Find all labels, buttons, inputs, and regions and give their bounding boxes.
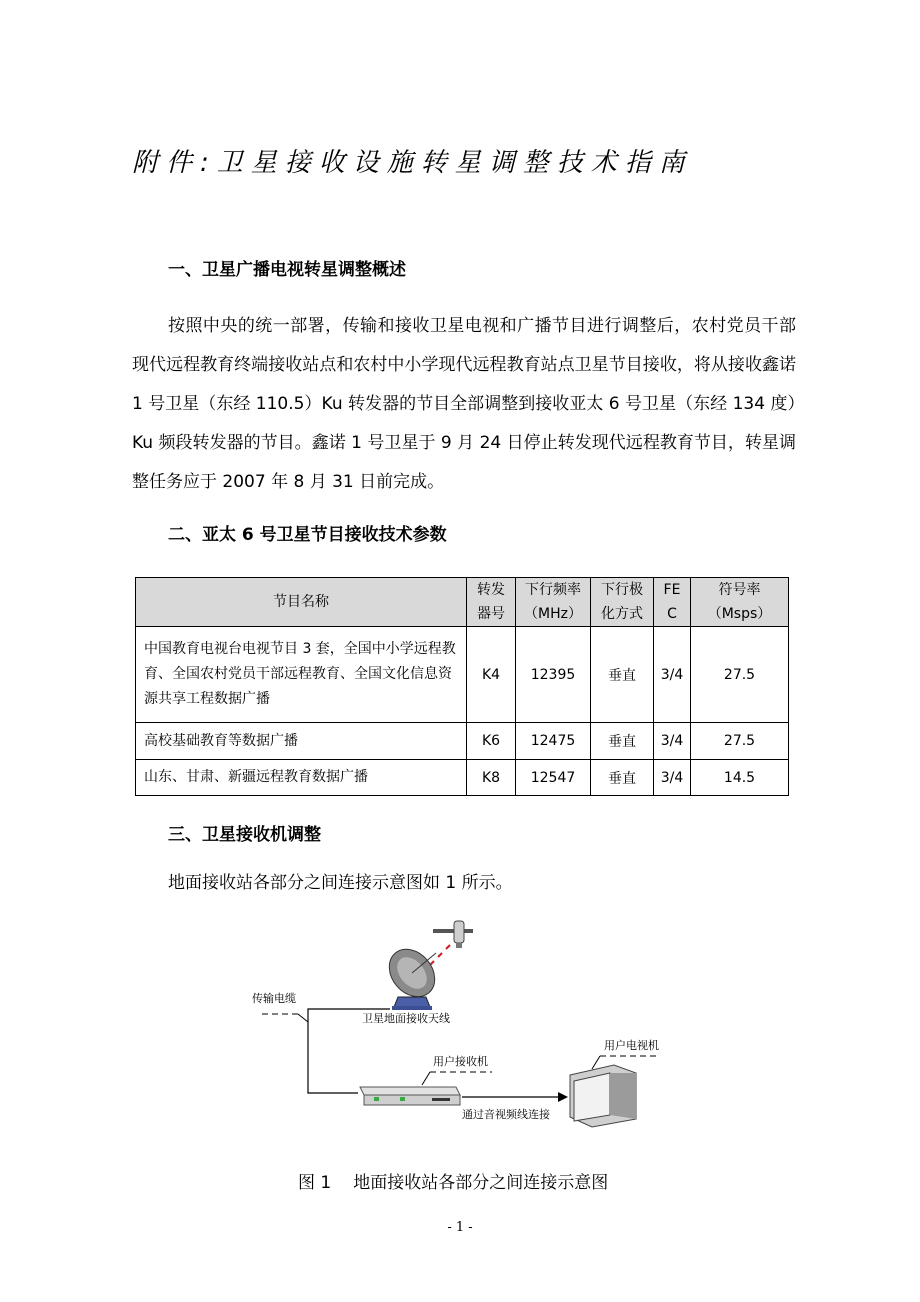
cell-symbol-rate: 27.5 <box>691 627 789 723</box>
table-header-row <box>136 578 789 627</box>
section-1-heading: 一、卫星广播电视转星调整概述 <box>168 260 406 280</box>
header-symbol-rate: 符号率 （Msps） <box>691 578 789 627</box>
tv-label: 用户电视机 <box>604 1039 659 1052</box>
receiver-icon <box>360 1087 460 1105</box>
cell-program-name: 高校基础教育等数据广播 <box>136 723 467 760</box>
satellite-icon <box>433 921 473 948</box>
figure-number: 图 1 <box>298 1173 332 1193</box>
table-row <box>136 760 789 796</box>
figure-caption-text: 地面接收站各部分之间连接示意图 <box>353 1173 609 1193</box>
cell-frequency: 12395 <box>516 627 591 723</box>
section-1-body <box>132 307 796 502</box>
cell-fec: 3/4 <box>654 723 691 760</box>
figure-caption <box>298 1168 608 1193</box>
cell-program-name: 山东、甘肃、新疆远程教育数据广播 <box>136 760 467 796</box>
section-3-body: 地面接收站各部分之间连接示意图如 1 所示。 <box>168 873 513 893</box>
tv-icon <box>570 1065 636 1127</box>
dish-antenna-icon <box>380 940 444 1010</box>
cell-transponder: K4 <box>467 627 516 723</box>
parameters-table <box>135 577 789 796</box>
av-connection-label: 通过音视频线连接 <box>462 1108 550 1121</box>
section-2-heading: 二、亚太 6 号卫星节目接收技术参数 <box>168 525 447 545</box>
header-program-name: 节目名称 <box>136 578 467 627</box>
cell-frequency: 12547 <box>516 760 591 796</box>
header-frequency: 下行频率 （MHz） <box>516 578 591 627</box>
table-row <box>136 723 789 760</box>
header-transponder: 转发 器号 <box>467 578 516 627</box>
cell-fec: 3/4 <box>654 760 691 796</box>
cell-transponder: K8 <box>467 760 516 796</box>
section-1-paragraph: 按照中央的统一部署，传输和接收卫星电视和广播节目进行调整后，农村党员干部现代远程教育终端接收站点和农村中小学现代远程教育站点卫星节目接收，将从接收鑫诺 1 号卫星（东经 110.5）Ku 转发器的节目全部调整到接收亚太 6 号卫星（东经 134 度）Ku 频段转发器的节目。鑫诺 1 号卫星于 9 月 24 日停止转发现代远程教育节目，转星调整任务应于 2007 年 8 月 31 日前完成。 <box>132 316 796 492</box>
cell-symbol-rate: 14.5 <box>691 760 789 796</box>
cell-transponder: K6 <box>467 723 516 760</box>
cable-label: 传输电缆 <box>252 992 296 1005</box>
cell-frequency: 12475 <box>516 723 591 760</box>
antenna-label: 卫星地面接收天线 <box>362 1012 450 1025</box>
cell-fec: 3/4 <box>654 627 691 723</box>
cell-polarization: 垂直 <box>591 627 654 723</box>
cell-symbol-rate: 27.5 <box>691 723 789 760</box>
cell-polarization: 垂直 <box>591 723 654 760</box>
cell-polarization: 垂直 <box>591 760 654 796</box>
connection-diagram <box>240 915 680 1130</box>
document-title: 附件:卫星接收设施转星调整技术指南 <box>132 148 693 178</box>
header-fec: FE C <box>654 578 691 627</box>
receiver-label: 用户接收机 <box>433 1055 488 1068</box>
cell-program-name: 中国教育电视台电视节目 3 套，全国中小学远程教育、全国农村党员干部远程教育、全国文化信息资源共享工程数据广播 <box>136 627 467 723</box>
section-3-heading: 三、卫星接收机调整 <box>168 825 321 845</box>
page-number: - 1 - <box>447 1220 473 1235</box>
table-row <box>136 627 789 723</box>
header-polarization: 下行极 化方式 <box>591 578 654 627</box>
